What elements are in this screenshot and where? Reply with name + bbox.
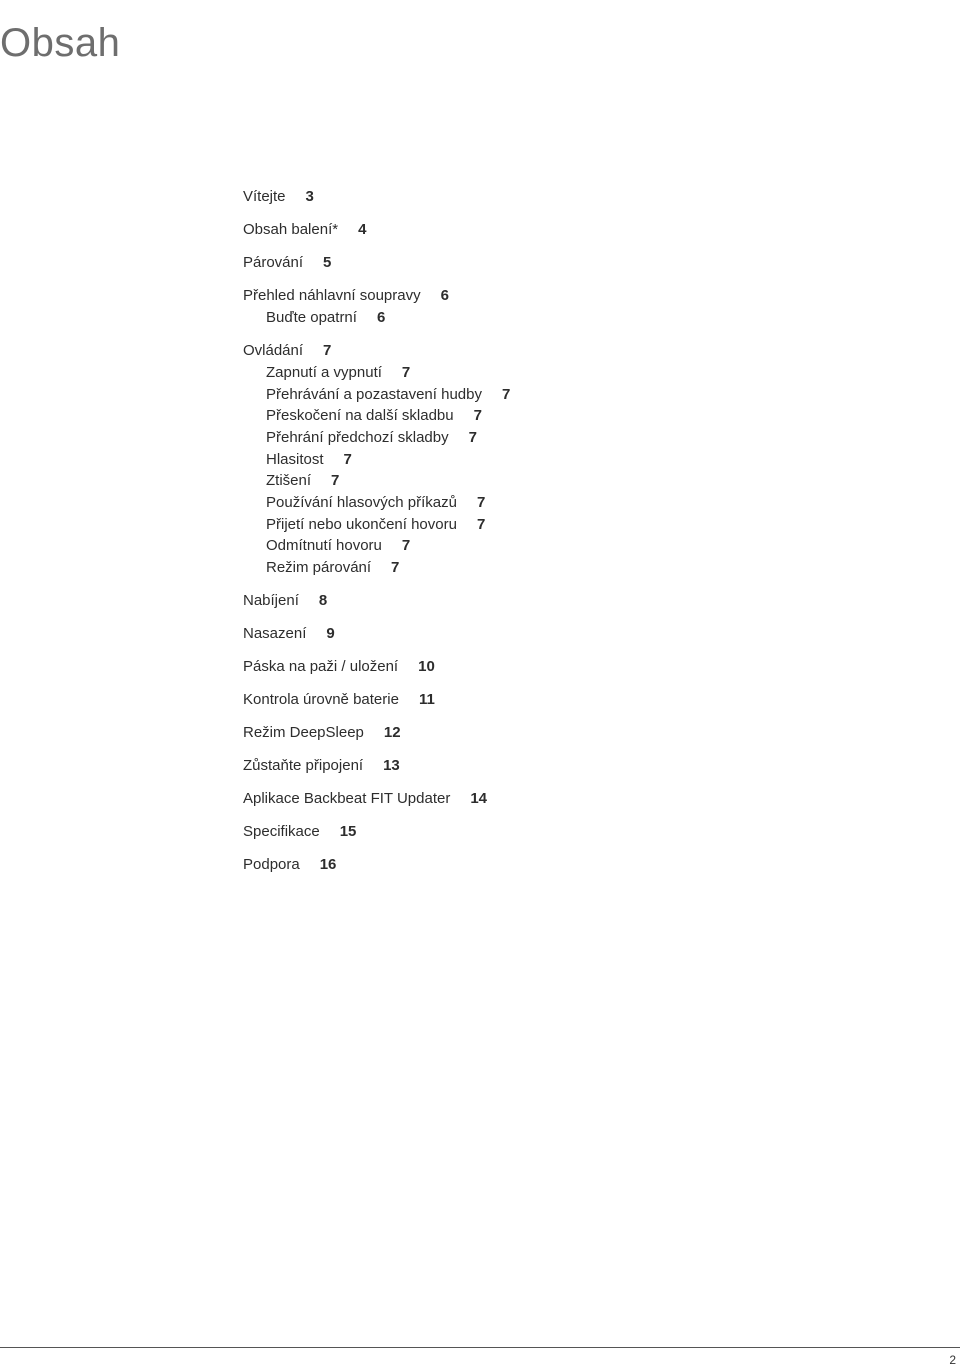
- toc-entry-label[interactable]: Zůstaňte připojení: [243, 757, 364, 774]
- toc-entry-label[interactable]: Režim párování: [266, 559, 372, 576]
- toc-entry-label[interactable]: Přehled náhlavní soupravy: [243, 287, 421, 304]
- toc-page-number: 7: [323, 342, 332, 359]
- toc-page-number: 5: [323, 254, 332, 271]
- toc-entry-nabijeni[interactable]: [243, 591, 327, 611]
- toc-page-number: 6: [440, 287, 449, 304]
- toc-entry-label[interactable]: Kontrola úrovně baterie: [243, 691, 399, 708]
- toc-entry-prehravani[interactable]: [266, 385, 510, 405]
- toc-entry-hlasitost[interactable]: [266, 450, 352, 470]
- toc-page-number: 7: [468, 429, 477, 446]
- toc-entry-odmitnuti-hovoru[interactable]: [266, 536, 410, 556]
- toc-entry-label[interactable]: Ztišení: [266, 472, 312, 489]
- toc-entry-label[interactable]: Režim DeepSleep: [243, 724, 364, 741]
- toc-entry-label[interactable]: Páska na paži / uložení: [243, 658, 399, 675]
- toc-entry-prijeti-hovoru[interactable]: [266, 515, 485, 535]
- toc-entry-vitejte[interactable]: [243, 187, 314, 207]
- toc-entry-ovladani[interactable]: [243, 341, 331, 361]
- toc-page-number: 7: [343, 451, 352, 468]
- toc-entry-nasazeni[interactable]: [243, 624, 335, 644]
- toc-entry-label[interactable]: Zapnutí a vypnutí: [266, 364, 382, 381]
- toc-page-number: 12: [383, 724, 401, 741]
- toc-entry-label[interactable]: Přehrání předchozí skladby: [266, 429, 449, 446]
- toc-entry-label[interactable]: Přeskočení na další skladbu: [266, 407, 454, 424]
- toc-entry-label[interactable]: Přehrávání a pozastavení hudby: [266, 386, 482, 403]
- toc-entry-label[interactable]: Podpora: [243, 856, 300, 873]
- toc-page-number: 7: [476, 516, 486, 533]
- toc-page-number: 8: [318, 592, 328, 609]
- toc-entry-budte-opatrni[interactable]: [266, 308, 385, 328]
- toc-entry-deepsleep[interactable]: [243, 723, 401, 743]
- toc-page-number: 7: [473, 407, 482, 424]
- toc-entry-prehled[interactable]: [243, 286, 449, 306]
- toc-entry-label[interactable]: Vítejte: [243, 188, 286, 205]
- page-number: 2: [949, 1353, 956, 1367]
- toc-entry-paska[interactable]: [243, 657, 435, 677]
- toc-page-number: 7: [401, 537, 411, 554]
- toc-page-number: 7: [476, 494, 486, 511]
- toc-page-number: 7: [391, 559, 400, 576]
- toc-entry-preskoceni[interactable]: [266, 406, 482, 426]
- toc-entry-kontrola-baterie[interactable]: [243, 690, 435, 710]
- toc-entry-label[interactable]: Aplikace Backbeat FIT Updater: [243, 790, 451, 807]
- toc-entry-hlasove-prikazy[interactable]: [266, 493, 485, 513]
- toc-entry-label[interactable]: Odmítnutí hovoru: [266, 537, 382, 554]
- toc-entry-obsah-baleni[interactable]: [243, 220, 366, 240]
- toc-page-number: 13: [383, 757, 400, 774]
- toc-entry-label[interactable]: Ovládání: [243, 342, 304, 359]
- toc-entry-parovani[interactable]: [243, 253, 331, 273]
- toc-page-number: 3: [305, 188, 314, 205]
- toc-page-number: 10: [418, 658, 435, 675]
- toc-page-number: 4: [358, 221, 367, 238]
- toc-page-number: 15: [339, 823, 357, 840]
- toc-entry-ztiseni[interactable]: [266, 471, 339, 491]
- toc-entry-specifikace[interactable]: [243, 822, 356, 842]
- toc-entry-label[interactable]: Obsah balení*: [243, 221, 339, 238]
- toc-page-number: 7: [401, 364, 411, 381]
- toc-entry-label[interactable]: Nabíjení: [243, 592, 299, 609]
- toc-entry-prehrani-predchozi[interactable]: [266, 428, 477, 448]
- toc-page-number: 6: [376, 309, 386, 326]
- toc-entry-label[interactable]: Specifikace: [243, 823, 320, 840]
- toc-page-number: 14: [470, 790, 488, 807]
- toc-entry-aplikace-updater[interactable]: [243, 789, 487, 809]
- toc-page-number: 16: [319, 856, 337, 873]
- toc-page-number: 11: [418, 691, 435, 708]
- toc-entry-label[interactable]: Přijetí nebo ukončení hovoru: [266, 516, 457, 533]
- toc-entry-podpora[interactable]: [243, 855, 336, 875]
- toc-page-number: 9: [326, 625, 335, 642]
- toc-entry-zustante-pripojeni[interactable]: [243, 756, 400, 776]
- toc-page-number: 7: [331, 472, 340, 489]
- toc-page-number: 7: [501, 386, 511, 403]
- toc-entry-label[interactable]: Buďte opatrní: [266, 309, 357, 326]
- toc-entry-zapnuti[interactable]: [266, 363, 410, 383]
- toc-entry-rezim-parovani[interactable]: [266, 558, 399, 578]
- toc-entry-label[interactable]: Párování: [243, 254, 304, 271]
- toc-entry-label[interactable]: Nasazení: [243, 625, 307, 642]
- toc-entry-label[interactable]: Používání hlasových příkazů: [266, 494, 457, 511]
- page-title: Obsah: [0, 20, 121, 65]
- toc-entry-label[interactable]: Hlasitost: [266, 451, 324, 468]
- footer-divider: [0, 1347, 960, 1348]
